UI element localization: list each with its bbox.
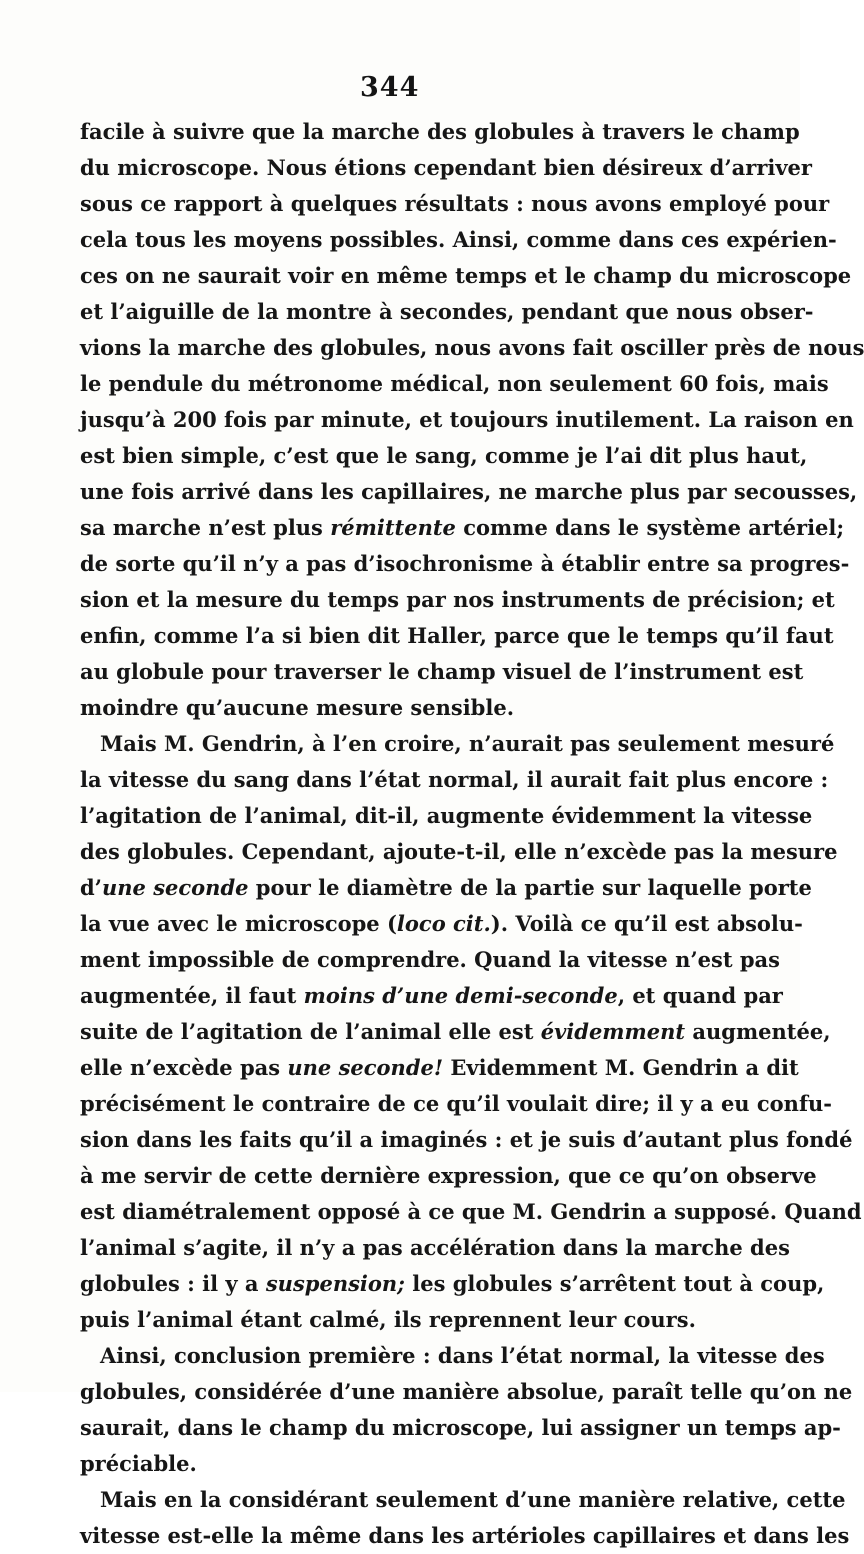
text-line: [80, 726, 835, 762]
text-line: [80, 222, 837, 258]
text-run: comme dans le système artériel;: [455, 515, 845, 540]
italic-text: une seconde!: [287, 1055, 444, 1080]
text-run: des globules. Cependant, ajoute-t-il, elle n’excède pas la mesure: [80, 839, 838, 864]
text-line: [80, 1410, 841, 1446]
italic-text: moins d’une demi-seconde: [303, 983, 618, 1008]
text-run: sion et la mesure du temps par nos instruments de précision; et: [80, 587, 835, 612]
paragraph: [80, 1338, 853, 1482]
text-run: la vue avec le microscope (: [80, 911, 397, 936]
text-line: [80, 618, 834, 654]
text-run: l’animal s’agite, il n’y a pas accélération dans la marche des: [80, 1235, 790, 1260]
text-run: puis l’animal étant calmé, ils reprennent leur cours.: [80, 1307, 696, 1332]
text-line: [80, 1482, 846, 1518]
text-line: [80, 582, 835, 618]
text-line: [80, 186, 830, 222]
text-run: Ainsi, conclusion première : dans l’état normal, la vitesse des: [100, 1343, 825, 1368]
text-run: saurait, dans le champ du microscope, lui assigner un temps ap-: [80, 1415, 841, 1440]
text-run: sous ce rapport à quelques résultats : nous avons employé pour: [80, 191, 830, 216]
text-run: globules : il y a: [80, 1271, 266, 1296]
text-run: Mais en la considérant seulement d’une manière relative, cette: [100, 1487, 846, 1512]
paragraph: [80, 726, 862, 1338]
italic-text: évidemment: [540, 1019, 686, 1044]
text-line: [80, 114, 800, 150]
text-run: de sorte qu’il n’y a pas d’isochronisme à établir entre sa progres-: [80, 551, 850, 576]
text-run: vions la marche des globules, nous avons fait osciller près de nous: [80, 335, 864, 360]
text-line: [80, 438, 808, 474]
text-run: moindre qu’aucune mesure sensible.: [80, 695, 515, 720]
text-run: ). Voilà ce qu’il est absolu-: [490, 911, 803, 936]
text-run: augmentée,: [685, 1019, 831, 1044]
text-line: [80, 1446, 740, 1482]
text-line: [80, 1374, 853, 1410]
text-line: [80, 1014, 831, 1050]
text-run: globules, considérée d’une manière absolue, paraît telle qu’on ne: [80, 1379, 853, 1404]
text-line: [80, 546, 850, 582]
text-run: au globule pour traverser le champ visuel de l’instrument est: [80, 659, 804, 684]
paragraph: [80, 1482, 850, 1554]
text-run: est bien simple, c’est que le sang, comme je l’ai dit plus haut,: [80, 443, 808, 468]
text-run: vitesse est-elle la même dans les artérioles capillaires et dans les: [80, 1523, 850, 1548]
text-line: [80, 366, 829, 402]
text-line: [80, 942, 780, 978]
text-run: , et quand par: [617, 983, 783, 1008]
text-line: [80, 402, 854, 438]
text-line: [80, 978, 783, 1014]
text-run: facile à suivre que la marche des globules à travers le champ: [80, 119, 800, 144]
text-run: précisément le contraire de ce qu’il voulait dire; il y a eu confu-: [80, 1091, 832, 1116]
text-run: sa marche n’est plus: [80, 515, 331, 540]
text-run: préciable.: [80, 1451, 197, 1476]
text-line: [80, 654, 804, 690]
paragraph: [80, 114, 864, 726]
page-number: 344: [360, 72, 420, 103]
text-run: la vitesse du sang dans l’état normal, il aurait fait plus encore :: [80, 767, 829, 792]
text-line: [80, 798, 813, 834]
text-line: [80, 474, 858, 510]
text-run: pour le diamètre de la partie sur laquelle porte: [248, 875, 812, 900]
text-line: [80, 762, 829, 798]
text-line: [80, 1338, 825, 1374]
text-run: enfin, comme l’a si bien dit Haller, parce que le temps qu’il faut: [80, 623, 834, 648]
text-line: [80, 1086, 832, 1122]
text-line: [80, 1302, 740, 1338]
text-run: sion dans les faits qu’il a imaginés : et je suis d’autant plus fondé: [80, 1127, 853, 1152]
text-line: [80, 870, 812, 906]
text-run: à me servir de cette dernière expression, que ce qu’on observe: [80, 1163, 817, 1188]
italic-text: loco cit.: [396, 911, 491, 936]
text-run: une fois arrivé dans les capillaires, ne marche plus par secousses,: [80, 479, 858, 504]
text-run: du microscope. Nous étions cependant bien désireux d’arriver: [80, 155, 812, 180]
text-run: ces on ne saurait voir en même temps et le champ du microscope: [80, 263, 852, 288]
text-run: augmentée, il faut: [80, 983, 304, 1008]
text-line: [80, 330, 864, 366]
text-line: [80, 150, 812, 186]
text-run: ment impossible de comprendre. Quand la vitesse n’est pas: [80, 947, 780, 972]
text-line: [80, 690, 740, 726]
text-run: Mais M. Gendrin, à l’en croire, n’aurait pas seulement mesuré: [100, 731, 835, 756]
text-line: [80, 1194, 862, 1230]
italic-text: une seconde: [102, 875, 249, 900]
text-line: [80, 1158, 817, 1194]
italic-text: suspension;: [265, 1271, 405, 1296]
text-line: [80, 510, 845, 546]
text-line: [80, 294, 814, 330]
text-run: l’agitation de l’animal, dit-il, augmente évidemment la vitesse: [80, 803, 813, 828]
text-run: suite de l’agitation de l’animal elle est: [80, 1019, 541, 1044]
text-run: cela tous les moyens possibles. Ainsi, comme dans ces expérien-: [80, 227, 837, 252]
text-run: Evidemment M. Gendrin a dit: [443, 1055, 799, 1080]
body-text: [80, 114, 864, 1554]
text-line: [80, 1266, 825, 1302]
italic-text: rémittente: [330, 515, 456, 540]
text-line: [80, 834, 838, 870]
text-run: elle n’excède pas: [80, 1055, 288, 1080]
text-line: [80, 258, 852, 294]
text-run: le pendule du métronome médical, non seulement 60 fois, mais: [80, 371, 829, 396]
text-line: [80, 1050, 799, 1086]
text-run: et l’aiguille de la montre à secondes, pendant que nous obser-: [80, 299, 814, 324]
text-line: [80, 1230, 790, 1266]
text-line: [80, 1122, 853, 1158]
text-run: les globules s’arrêtent tout à coup,: [404, 1271, 825, 1296]
text-run: jusqu’à 200 fois par minute, et toujours inutilement. La raison en: [80, 407, 854, 432]
text-run: est diamétralement opposé à ce que M. Gendrin a supposé. Quand: [80, 1199, 862, 1224]
text-run: d’: [80, 875, 102, 900]
text-line: [80, 906, 803, 942]
text-line: [80, 1518, 850, 1554]
